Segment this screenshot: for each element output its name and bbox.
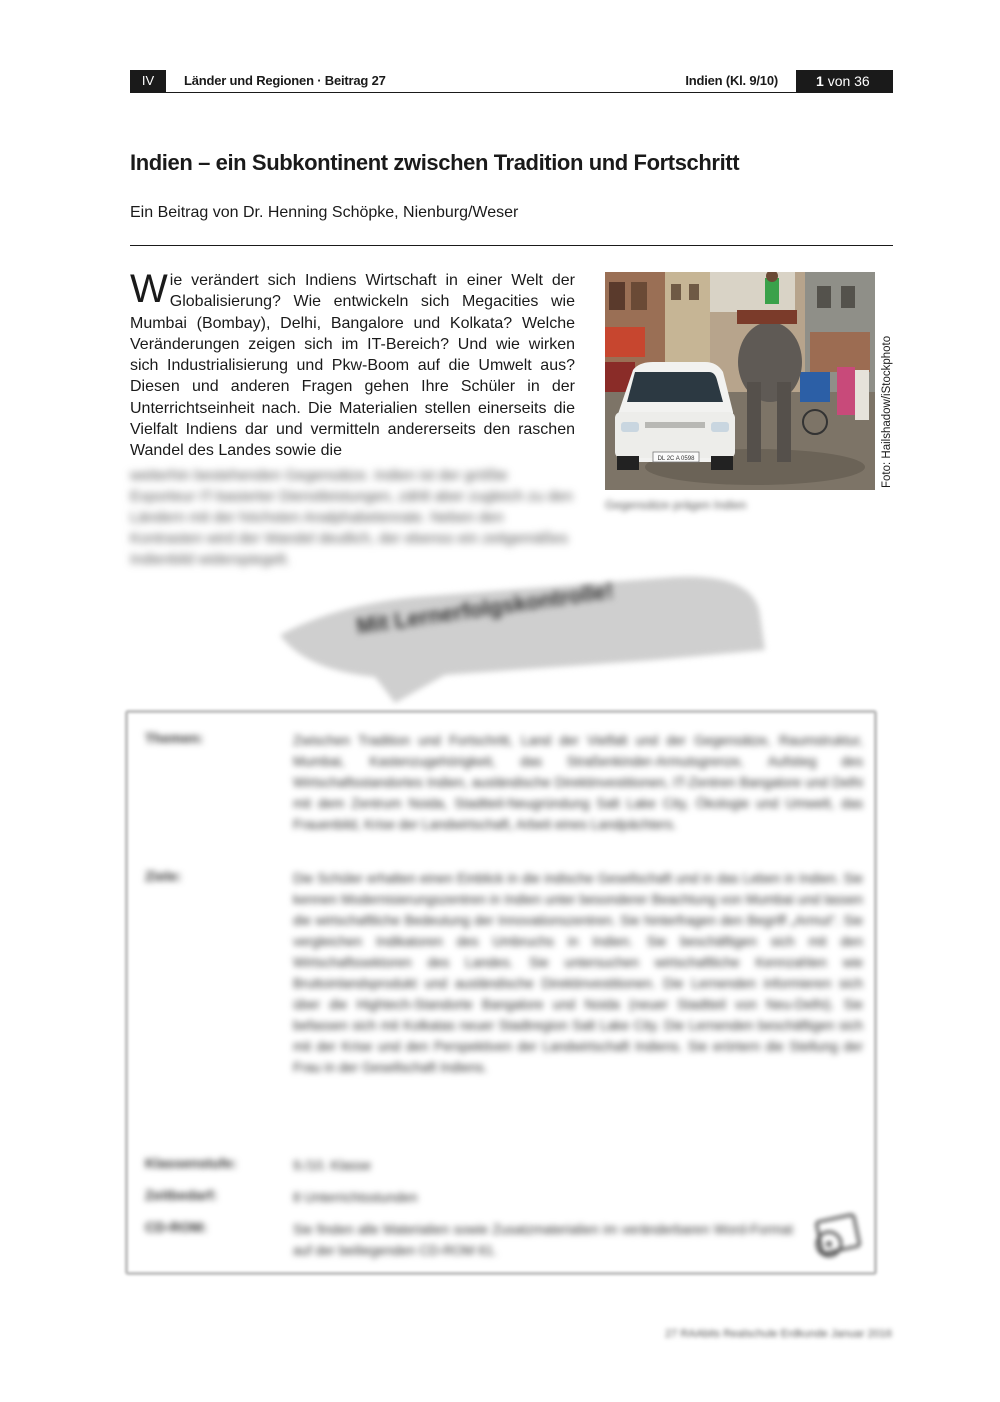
page-header — [130, 70, 893, 93]
topic-label: Indien (Kl. 9/10) — [685, 73, 778, 88]
intro-text: ie verändert sich Indiens Wirtschaft in einer Welt der Globalisierung? Wie entwickeln sich Megacities wie Mumbai (Bombay), Delhi, Bangalore und Kolkata? Welche Veränderungen zeigen sich im IT-Bereich? Und wie wirken sich Industrialisierung und Pkw-Boom auf die Umwelt aus? Diesen und anderen Fragen gehen Ihre Schüler in der Unterrichtseinheit nach. Die Materialien stellen einerseits die Vielfalt Indiens dar und vermitteln andererseits den raschen Wandel des Landes sowie die — [130, 272, 575, 460]
author-line: Ein Beitrag von Dr. Henning Schöpke, Nienburg/Weser — [130, 204, 519, 221]
page-footer: 27 RAAbits Realschule Erdkunde Januar 2016 — [665, 1328, 892, 1340]
ziele-label: Ziele: — [145, 868, 182, 884]
photo-street-scene — [605, 272, 875, 490]
zeitbedarf-label: Zeitbedarf: — [145, 1187, 218, 1203]
license-plate-text: DL 2C A 0598 — [657, 456, 695, 462]
cdrom-label: CD-ROM: — [145, 1219, 208, 1235]
themen-label: Themen: — [145, 730, 204, 746]
photo-credit — [875, 272, 901, 490]
intro-paragraph — [130, 267, 575, 462]
klassenstufe-label: Klassenstufe: — [145, 1155, 237, 1171]
ziele-text: Die Schüler erhalten einen Einblick in die indische Gesellschaft und in das Leben in Indien. Sie kennen Modernisierungszentren in Indien unter besonderer Beachtung von Mumbai und lassen die wirtschaftliche Bedeutung der Innovationszentren. Sie hinterfragen den Begriff „Armut“. Sie vergleichen Indikatoren des Umbruchs in Indien. Sie beschäftigen sich mit den Wirtschaftssektoren des Landes. Sie untersuchen wirtschaftliche Kennzahlen wie Bruttoinlandsprodukt und ausländische Direktinvestitionen. Die Lernenden informieren sich über die Hightech-Standorte Bangalore und Noida (neuer Stadtteil von Neu-Delhi). Sie befassen sich mit Kolkatas neuer Stadtregion Salt Lake City. Die Lernenden beschäftigen sich mit der Krise und den Perspektiven der Landwirtschaft Indiens. Sie erörtern die Stellung der Frau in der Gesellschaft Indiens. — [293, 871, 863, 1075]
street-scene-illustration — [605, 272, 875, 490]
themen-text: Zwischen Tradition und Fortschritt, Land der Vielfalt und der Gegensätze, Raumstruktur, Mumbai, Kastenzugehörigkeit, das Straßenkinder-Armutsgrenze, Aufstieg des Wirtschaftsstandortes Indien, ausländische Direktinvestitionen, IT-Zentren Bangalore und Delhi mit dem Zentrum Noida, Stadtteil-Neugründung Salt Lake City, Ökologie und Umwelt, das Frauenbild, Krise der Landwirtschaft, Arbeit eines Landpächters. — [293, 733, 863, 832]
cdrom-text: Sie finden alle Materialien sowie Zusatzmaterialien im veränderbaren Word-Format auf der beiliegenden CD-ROM 61. — [293, 1222, 793, 1258]
page-title: Indien – ein Subkontinent zwischen Tradition und Fortschritt — [130, 150, 740, 175]
title-divider — [130, 245, 893, 246]
page-indicator — [796, 70, 893, 92]
section-marker: IV — [130, 70, 166, 92]
photo-caption: Gegensätze prägen Indien — [605, 498, 747, 512]
page-number: 1 — [816, 73, 824, 89]
page-total: von 36 — [827, 73, 870, 89]
klassenstufe-text: 9./10. Klasse — [293, 1158, 372, 1173]
series-label: Länder und Regionen · Beitrag 27 — [184, 73, 386, 88]
cd-rom-icon — [805, 1212, 865, 1262]
banner-text: Mit Lernerfolgskontrolle! — [355, 577, 616, 639]
zeitbedarf-text: 8 Unterrichtsstunden — [293, 1190, 418, 1205]
drop-cap: W — [130, 267, 168, 311]
intro-text-blurred: weiterhin bestehenden Gegensätze. Indien ist der größte Exporteur IT-basierter Dienstleistungen, zählt aber zugleich zu den Ländern mit der höchsten Analphabetenrate. Neben den Kontrasten wird der Wandel deutlich, der ebenso ein zeitgemäßes Indienbild widerspiegelt. — [130, 467, 573, 568]
photo-credit-text: Foto: Hailshadow/iStockphoto — [881, 335, 893, 488]
